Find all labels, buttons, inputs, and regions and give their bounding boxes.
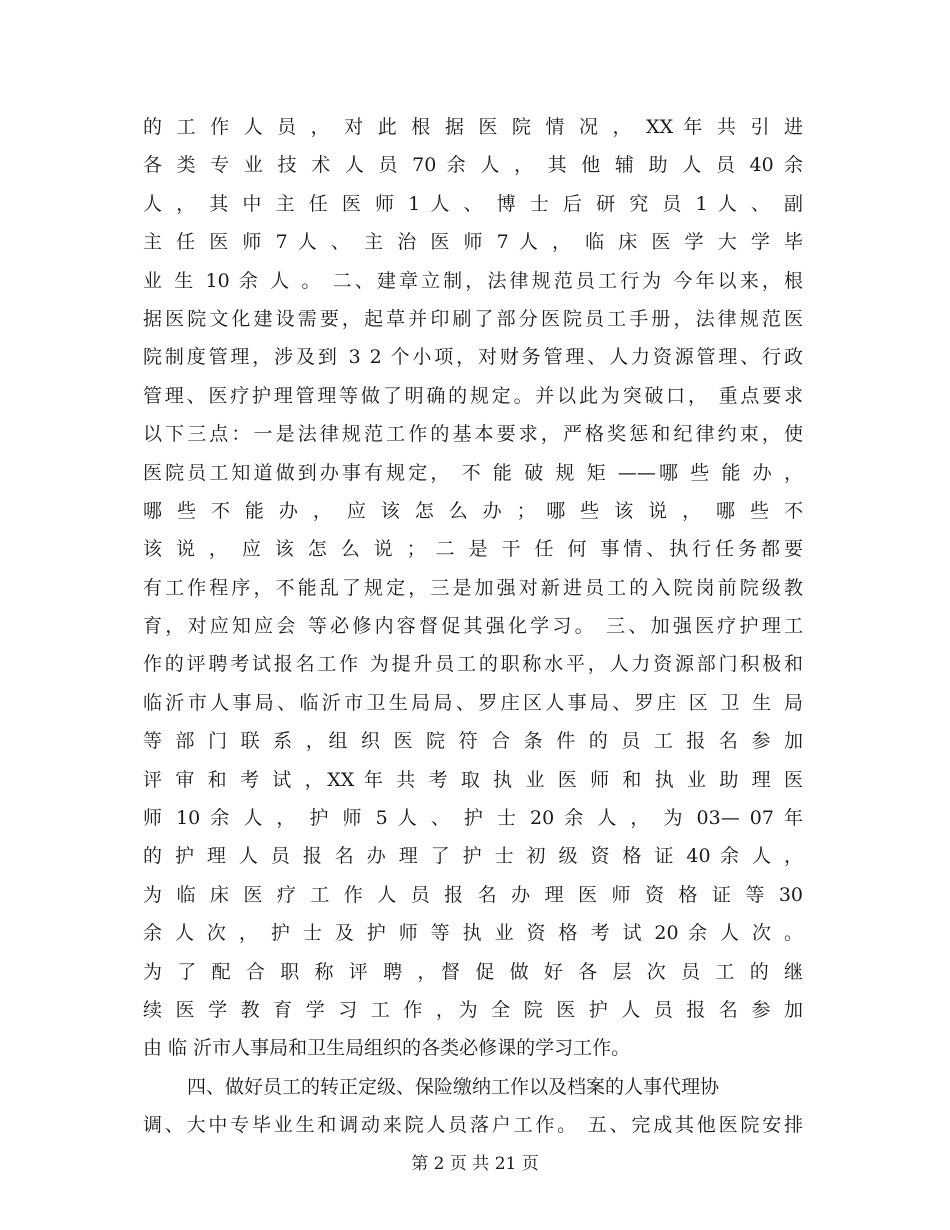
text-line-25: 由 临 沂市人事局和卫生局组织的各类必修课的学习工作。 [143, 1037, 631, 1060]
text-line-20: 的 护 理 人 员 报 名 办 理 了 护 士 初 级 资 格 证 40 余 人 ， [143, 845, 803, 868]
text-line-6: 据医院文化建设需要，起草并印刷了部分医院员工手册，法律规范医 [143, 307, 803, 330]
text-line-10: 医院员工知道做到办事有规定， 不 能 破 规 矩 ——哪 些 能 办 ， [143, 461, 803, 484]
text-line-2: 各 类 专 业 技 术 人 员 70 余 人 ， 其 他 辅 助 人 员 40 余 [143, 154, 803, 177]
document-body [143, 108, 803, 1145]
text-line-8: 管理、医疗护理管理等做了明确的规定。并以此为突破口， 重点要求 [143, 384, 803, 407]
text-line-13: 有工作程序，不能乱了规定，三是加强对新进员工的入院岗前院级教 [143, 576, 803, 599]
text-line-4: 主 任 医 师 7 人 、 主 治 医 师 7 人 ， 临 床 医 学 大 学 毕 [143, 231, 803, 254]
text-line-15: 作的评聘考试报名工作 为提升员工的职称水平，人力资源部门积极和 [143, 653, 803, 676]
text-line-19: 师 10 余 人 ， 护 师 5 人 、 护 士 20 余 人 ， 为 03— 07 年 [143, 807, 803, 830]
text-line-1: 的 工 作 人 员 ， 对 此 根 据 医 院 情 况 ， XX 年 共 引 进 [143, 116, 803, 138]
text-line-14: 育，对应知应会 等必修内容督促其强化学习。 三、加强医疗护理工 [143, 615, 803, 638]
text-line-23: 为 了 配 合 职 称 评 聘 ，督 促 做 好 各 层 次 员 工 的 继 [143, 960, 803, 983]
text-line-27: 调、大中专毕业生和调动来院人员落户工作。 五、完成其他医院安排 [143, 1114, 803, 1137]
text-line-7: 院制度管理，涉及到 3 2 个小项，对财务管理、人力资源管理、行政 [143, 346, 803, 369]
text-line-11: 哪 些 不 能 办 ， 应 该 怎 么 办 ； 哪 些 该 说 ， 哪 些 不 [143, 499, 803, 522]
text-line-16: 临沂市人事局、临沂市卫生局局、罗庄区人事局、罗庄 区 卫 生 局 [143, 691, 803, 714]
text-line-12: 该 说 ， 应 该 怎 么 说 ； 二 是 干 任 何 事情、执行任务都要 [143, 538, 803, 561]
text-line-22: 余 人 次 ， 护 士 及 护 师 等 执 业 资 格 考 试 20 余 人 次 。 [143, 922, 803, 945]
page-number-footer: 第 2 页 共 21 页 [411, 1154, 539, 1174]
text-line-21: 为 临 床 医 疗 工 作 人 员 报 名 办 理 医 师 资 格 证 等 30 [143, 883, 803, 906]
text-line-9: 以下三点：一是法律规范工作的基本要求，严格奖惩和纪律约束，使 [143, 423, 803, 446]
text-line-24: 续 医 学 教 育 学 习 工 作 ，为 全 院 医 护 人 员 报 名 参 加 [143, 998, 803, 1021]
text-line-5: 业 生 10 余 人 。 二、建章立制，法律规范员工行为 今年以来，根 [143, 269, 803, 292]
text-line-17: 等 部 门 联 系 ，组 织 医 院 符 合 条 件 的 员 工 报 名 参 加 [143, 730, 803, 753]
text-line-26: 四、做好员工的转正定级、保险缴纳工作以及档案的人事代理协 [187, 1075, 720, 1098]
text-line-3: 人 ， 其 中 主 任 医 师 1 人 、 博 士 后 研 究 员 1 人 、 副 [143, 192, 803, 215]
text-line-18: 评 审 和 考 试 ，XX 年 共 考 取 执 业 医 师 和 执 业 助 理 医 [143, 768, 803, 791]
